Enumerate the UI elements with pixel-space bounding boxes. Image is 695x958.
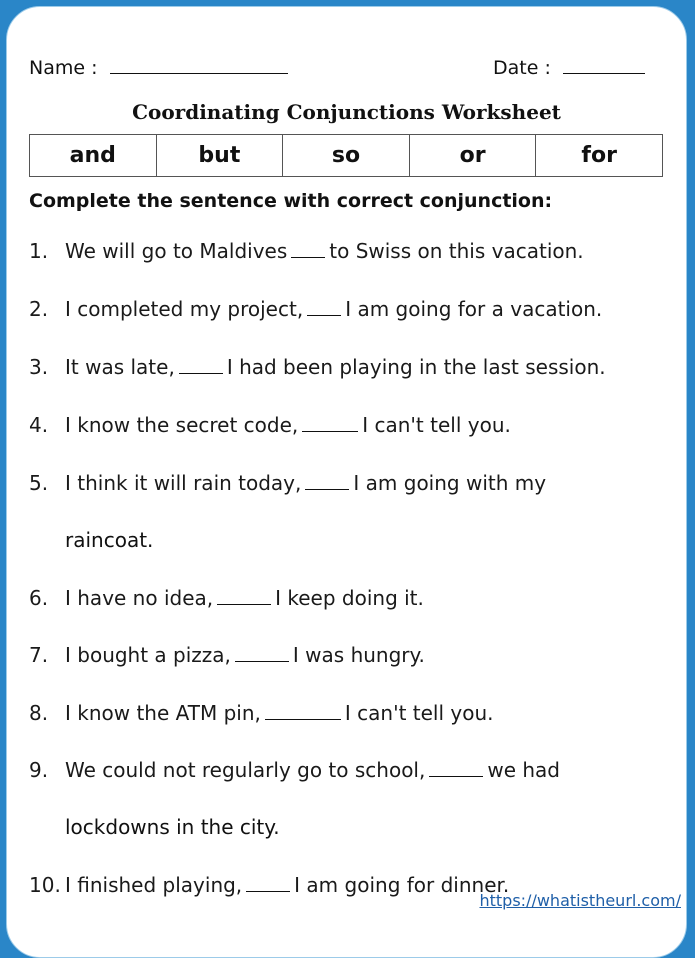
answer-blank[interactable] xyxy=(302,430,358,432)
worksheet-title: Coordinating Conjunctions Worksheet xyxy=(132,100,561,124)
answer-blank[interactable] xyxy=(217,603,271,605)
question-6 xyxy=(29,586,424,610)
question-number: 7. xyxy=(29,643,49,667)
answer-blank[interactable] xyxy=(179,372,223,374)
answer-blank[interactable] xyxy=(307,314,341,316)
word-bank-for: for xyxy=(535,135,662,176)
question-text: I am going with my xyxy=(353,471,547,495)
question-number: 3. xyxy=(29,355,49,379)
word-bank-or: or xyxy=(409,135,536,176)
word-bank-but: but xyxy=(156,135,283,176)
question-text: We will go to Maldives xyxy=(65,239,288,263)
word-bank-and: and xyxy=(69,143,116,168)
question-2 xyxy=(29,297,602,321)
word-bank xyxy=(29,134,663,177)
question-text: I bought a pizza, xyxy=(65,643,231,667)
question-5 xyxy=(29,471,546,495)
question-text: I had been playing in the last session. xyxy=(226,355,606,379)
answer-blank[interactable] xyxy=(305,488,349,490)
question-text: I think it will rain today, xyxy=(65,471,302,495)
date-field xyxy=(493,57,645,79)
word-bank-so: so xyxy=(282,135,409,176)
question-number: 2. xyxy=(29,297,49,321)
question-5-continuation: raincoat. xyxy=(65,528,154,552)
question-text: we had xyxy=(487,758,560,782)
answer-blank[interactable] xyxy=(429,775,483,777)
date-label: Date : xyxy=(493,57,551,79)
question-3 xyxy=(29,355,606,379)
question-9-continuation: lockdowns in the city. xyxy=(65,815,280,839)
question-text: I have no idea, xyxy=(65,586,214,610)
question-4 xyxy=(29,413,511,437)
question-number: 5. xyxy=(29,471,49,495)
question-text: I am going for dinner. xyxy=(294,873,510,897)
name-label: Name : xyxy=(29,57,98,79)
question-number: 4. xyxy=(29,413,49,437)
question-number: 9. xyxy=(29,758,49,782)
question-text: It was late, xyxy=(65,355,175,379)
question-9 xyxy=(29,758,560,782)
question-number: 1. xyxy=(29,239,49,263)
question-text: I am going for a vacation. xyxy=(345,297,603,321)
answer-blank[interactable] xyxy=(235,660,289,662)
question-number: 10. xyxy=(29,873,61,897)
answer-blank[interactable] xyxy=(246,890,290,892)
answer-blank[interactable] xyxy=(265,718,341,720)
question-text: to Swiss on this vacation. xyxy=(329,239,584,263)
worksheet-card xyxy=(6,6,687,958)
question-text: We could not regularly go to school, xyxy=(65,758,426,782)
question-text: I completed my project, xyxy=(65,297,304,321)
question-text: I know the ATM pin, xyxy=(65,701,261,725)
question-text: I can't tell you. xyxy=(344,701,494,725)
answer-blank[interactable] xyxy=(291,256,325,258)
question-number: 8. xyxy=(29,701,49,725)
instruction: Complete the sentence with correct conjunction: xyxy=(29,190,553,212)
question-text: I keep doing it. xyxy=(275,586,424,610)
question-8 xyxy=(29,701,494,725)
question-7 xyxy=(29,643,425,667)
source-url-link[interactable]: https://whatistheurl.com/ xyxy=(479,891,681,910)
question-10 xyxy=(29,873,509,897)
name-blank[interactable] xyxy=(110,72,288,74)
question-text: I know the secret code, xyxy=(65,413,299,437)
question-1 xyxy=(29,239,584,263)
question-text: I finished playing, xyxy=(65,873,243,897)
date-blank[interactable] xyxy=(563,72,645,74)
question-text: I was hungry. xyxy=(292,643,425,667)
question-number: 6. xyxy=(29,586,49,610)
name-field xyxy=(29,57,288,79)
question-text: I can't tell you. xyxy=(362,413,511,437)
